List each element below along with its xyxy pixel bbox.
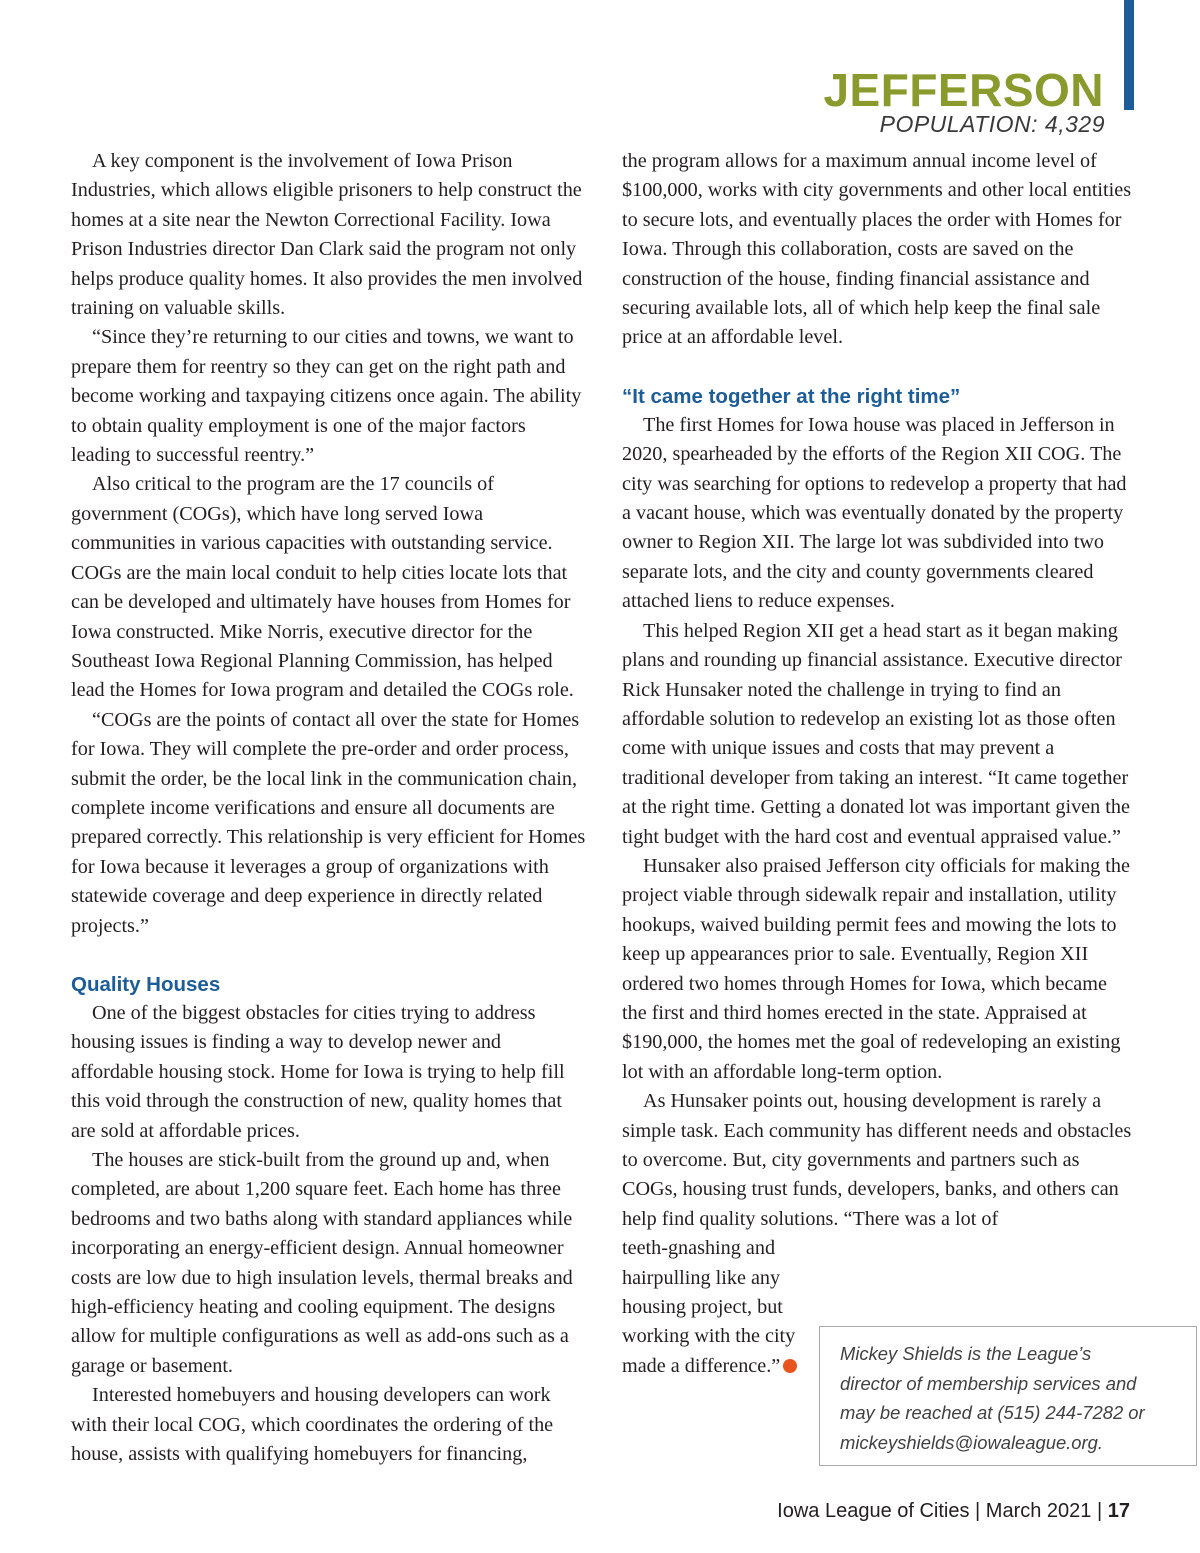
author-bio-line: may be reached at (515) 244-7282 or: [840, 1402, 1145, 1424]
page-number: 17: [1107, 1500, 1130, 1522]
quote-tail-line: working with the city: [622, 1325, 796, 1348]
article-paragraph: A key component is the involvement of Iowa Prison Industries, which allows eligible prisoners to help construct the homes at a site near the Newton Correctional Facility. Iowa Prison Industries director Dan Clark said the program not only helps produce quality homes. It also provides the men involved training on valuable skills.: [71, 150, 583, 320]
article-paragraph: “COGs are the points of contact all over the state for Homes for Iowa. They will complete the pre-order and order process, submit the order, be the local link in the communication chain, complete income verifications and ensure all documents are prepared correctly. This relationship is very efficient for Homes for Iowa because it leverages a group of organizations with statewide coverage and deep experience in directly related projects.”: [71, 708, 586, 937]
article-paragraph: Hunsaker also praised Jefferson city officials for making the project viable through sidewalk repair and installation, utility hookups, waived building permit fees and mowing the lots to keep up appearances prior to sale. Eventually, Region XII ordered two homes through Homes for Iowa, which became the first and third homes erected in the state. Appraised at $190,000, the homes met the goal of redeveloping an existing lot with an affordable long-term option.: [622, 854, 1130, 1083]
quote-tail-line: teeth-gnashing and: [622, 1237, 776, 1260]
quote-tail-line: made a difference.”: [622, 1354, 781, 1377]
article-paragraph: Also critical to the program are the 17 councils of government (COGs), which have long served Iowa communities in various capacities with outstanding service. COGs are the main local conduit to help cities locate lots that can be developed and ultimately have houses from Homes for Iowa constructed. Mike Norris, executive director for the Southeast Iowa Regional Planning Commission, has helped lead the Homes for Iowa program and detailed the COGs role.: [71, 473, 574, 702]
article-paragraph: “Since they’re returning to our cities and towns, we want to prepare them for reentry so they can get on the right path and become working and taxpaying citizens once again. The ability to obtain quality employment is one of the major factors leading to successful reentry.”: [71, 326, 582, 467]
article-paragraph: The first Homes for Iowa house was placed in Jefferson in 2020, spearheaded by the efforts of the Region XII COG. The city was searching for options to redevelop a property that had a vacant house, which was eventually donated by the property owner to Region XII. The large lot was subdivided into two separate lots, and the city and county governments cleared attached liens to reduce expenses.: [622, 413, 1127, 613]
left-column: [71, 147, 586, 1469]
article-paragraph: the program allows for a maximum annual income level of $100,000, works with city governments and other local entities to secure lots, and eventually places the order with Homes for Iowa. Through this collaboration, costs are saved on the construction of the house, finding financial assistance and securing available lots, all of which help keep the final sale price at an affordable level.: [622, 150, 1132, 349]
section-heading-quality-houses: Quality Houses: [71, 972, 221, 996]
page-footer: [777, 1497, 1130, 1525]
article-paragraph: The houses are stick-built from the ground up and, when completed, are about 1,200 square feet. Each home has three bedrooms and two baths along with standard appliances while incorporating an energy-efficient design. Annual homeowner costs are low due to high insulation levels, thermal breaks and high-efficiency heating and cooling equipment. The designs allow for multiple configurations as well as add-ons such as a garage or basement.: [71, 1149, 573, 1377]
article-paragraph: This helped Region XII get a head start as it began making plans and rounding up financial assistance. Executive director Rick Hunsaker noted the challenge in trying to find an affordable solution to redevelop an existing lot as those often come with unique issues and costs that may prevent a traditional developer from taking an interest. “It came together at the right time. Getting a donated lot was important given the tight budget with the hard cost and eventual appraised value.”: [622, 619, 1130, 848]
end-mark-dot-icon: [783, 1359, 797, 1373]
accent-bar: [1124, 0, 1134, 110]
section-heading-right-time: “It came together at the right time”: [622, 384, 961, 408]
author-bio-line: mickeyshields@iowaleague.org.: [840, 1431, 1103, 1453]
right-column: [622, 147, 1134, 1381]
city-title: JEFFERSON: [823, 64, 1104, 116]
author-bio-line: director of membership services and: [840, 1372, 1137, 1394]
population-label: POPULATION: 4,329: [879, 111, 1105, 137]
quote-tail-line: hairpulling like any: [622, 1266, 781, 1289]
article-paragraph: One of the biggest obstacles for cities trying to address housing issues is finding a way to develop newer and affordable housing stock. Home for Iowa is trying to help fill this void through the construction of new, quality homes that are sold at affordable prices.: [71, 1001, 565, 1142]
footer-publication: Iowa League of Cities | March 2021 |: [777, 1500, 1103, 1522]
article-paragraph: As Hunsaker points out, housing development is rarely a simple task. Each community has different needs and obstacles to overcome. But, city governments and partners such as COGs, housing trust funds, developers, banks, and others can help find quality solutions. “There was a lot of: [622, 1090, 1132, 1230]
quote-tail-line: housing project, but: [622, 1296, 783, 1319]
author-bio-callout: [819, 1326, 1197, 1466]
author-bio-line: Mickey Shields is the League’s: [840, 1343, 1092, 1364]
article-paragraph: Interested homebuyers and housing developers can work with their local COG, which coordinates the ordering of the house, assists with qualifying homebuyers for financing,: [71, 1384, 554, 1466]
